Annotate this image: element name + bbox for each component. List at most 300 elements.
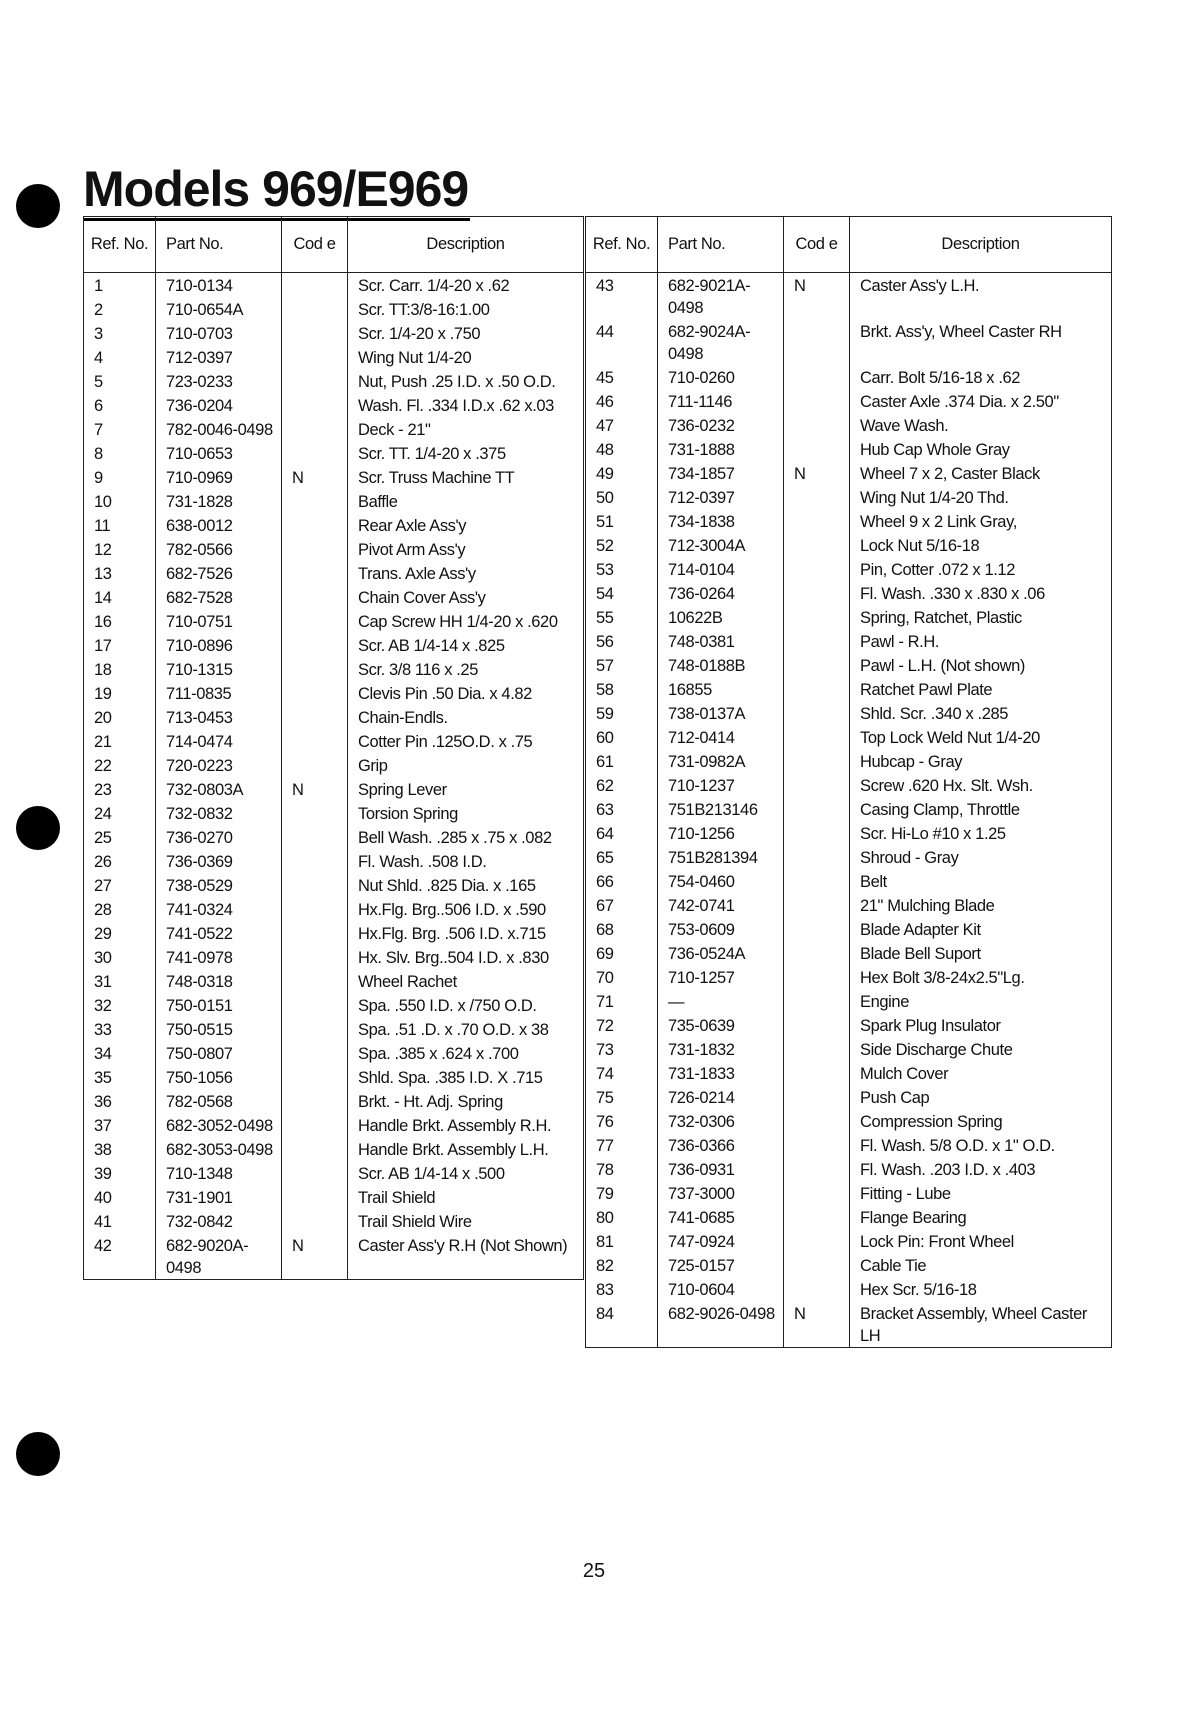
- ref-cell: 74: [586, 1061, 658, 1085]
- part-no-cell: 732-0306: [658, 1109, 784, 1133]
- code-cell: [784, 677, 850, 701]
- ref-cell: 4: [84, 345, 156, 369]
- table-row: [84, 1113, 584, 1137]
- part-no-cell: 713-0453: [156, 705, 282, 729]
- code-cell: [784, 917, 850, 941]
- part-no-cell: 736-0366: [658, 1133, 784, 1157]
- table-row: [84, 945, 584, 969]
- code-cell: [282, 273, 348, 298]
- ref-cell: 38: [84, 1137, 156, 1161]
- description-cell: Cotter Pin .125O.D. x .75: [348, 729, 584, 753]
- part-no-cell: 731-1888: [658, 437, 784, 461]
- ref-cell: 80: [586, 1205, 658, 1229]
- description-cell: Trans. Axle Ass'y: [348, 561, 584, 585]
- part-no-cell: 731-0982A: [658, 749, 784, 773]
- code-cell: [784, 1109, 850, 1133]
- table-row: [586, 917, 1112, 941]
- part-no-cell: 741-0685: [658, 1205, 784, 1229]
- table-row: [586, 485, 1112, 509]
- part-no-cell: 10622B: [658, 605, 784, 629]
- table-row: [586, 1013, 1112, 1037]
- ref-cell: 68: [586, 917, 658, 941]
- table-row: [84, 609, 584, 633]
- part-no-cell: 736-0264: [658, 581, 784, 605]
- code-cell: [784, 653, 850, 677]
- ref-cell: 69: [586, 941, 658, 965]
- table-row: [84, 1065, 584, 1089]
- description-cell: Wheel 7 x 2, Caster Black: [850, 461, 1112, 485]
- table-row: [84, 657, 584, 681]
- table-row: [586, 1277, 1112, 1301]
- table-row: [84, 1185, 584, 1209]
- code-cell: [784, 1157, 850, 1181]
- description-cell: Spring, Ratchet, Plastic: [850, 605, 1112, 629]
- ref-cell: 78: [586, 1157, 658, 1181]
- part-no-cell: 726-0214: [658, 1085, 784, 1109]
- description-cell: Trail Shield Wire: [348, 1209, 584, 1233]
- part-no-cell: 710-0604: [658, 1277, 784, 1301]
- ref-cell: 22: [84, 753, 156, 777]
- table-row: [84, 1161, 584, 1185]
- part-no-cell: 711-0835: [156, 681, 282, 705]
- part-no-cell: 731-1828: [156, 489, 282, 513]
- table-row: [84, 777, 584, 801]
- part-no-cell: 712-0397: [156, 345, 282, 369]
- ref-cell: 3: [84, 321, 156, 345]
- code-cell: [784, 605, 850, 629]
- code-cell: [282, 897, 348, 921]
- table-row: [586, 1085, 1112, 1109]
- table-row: [586, 1253, 1112, 1277]
- ref-cell: 81: [586, 1229, 658, 1253]
- ref-cell: 7: [84, 417, 156, 441]
- header-row: [84, 217, 584, 273]
- ref-cell: 5: [84, 369, 156, 393]
- table-row: [84, 465, 584, 489]
- ref-cell: 24: [84, 801, 156, 825]
- part-no-cell: 710-0969: [156, 465, 282, 489]
- header-ref: Ref. No.: [84, 217, 156, 273]
- code-cell: [282, 801, 348, 825]
- description-cell: Deck - 21": [348, 417, 584, 441]
- code-cell: [784, 1085, 850, 1109]
- description-cell: Hx.Flg. Brg..506 I.D. x .590: [348, 897, 584, 921]
- code-cell: N: [282, 777, 348, 801]
- table-row: [84, 1089, 584, 1113]
- ref-cell: 35: [84, 1065, 156, 1089]
- code-cell: [282, 1185, 348, 1209]
- part-no-cell: 682-9021A-0498: [658, 273, 784, 320]
- code-cell: [282, 753, 348, 777]
- part-no-cell: 710-1257: [658, 965, 784, 989]
- ref-cell: 13: [84, 561, 156, 585]
- code-cell: [282, 393, 348, 417]
- description-cell: Baffle: [348, 489, 584, 513]
- part-no-cell: —: [658, 989, 784, 1013]
- ref-cell: 32: [84, 993, 156, 1017]
- part-no-cell: 731-1833: [658, 1061, 784, 1085]
- table-row: [586, 365, 1112, 389]
- table-row: [586, 1229, 1112, 1253]
- code-cell: [784, 701, 850, 725]
- description-cell: Fitting - Lube: [850, 1181, 1112, 1205]
- description-cell: Fl. Wash. 5/8 O.D. x 1" O.D.: [850, 1133, 1112, 1157]
- code-cell: [784, 1037, 850, 1061]
- table-row: [586, 989, 1112, 1013]
- table-row: [586, 845, 1112, 869]
- table-row: [586, 869, 1112, 893]
- table-row: [84, 441, 584, 465]
- table-row: [586, 701, 1112, 725]
- ref-cell: 12: [84, 537, 156, 561]
- table-row: [586, 725, 1112, 749]
- table-row: [84, 273, 584, 298]
- description-cell: Cap Screw HH 1/4-20 x .620: [348, 609, 584, 633]
- code-cell: [784, 319, 850, 365]
- header-part-no: Part No.: [658, 217, 784, 273]
- ref-cell: 36: [84, 1089, 156, 1113]
- ref-cell: 47: [586, 413, 658, 437]
- page-number: 25: [582, 1560, 606, 1582]
- code-cell: [282, 585, 348, 609]
- code-cell: [784, 725, 850, 749]
- ref-cell: 17: [84, 633, 156, 657]
- code-cell: [282, 993, 348, 1017]
- description-cell: Hex Scr. 5/16-18: [850, 1277, 1112, 1301]
- description-cell: Shld. Spa. .385 I.D. X .715: [348, 1065, 584, 1089]
- part-no-cell: 750-0151: [156, 993, 282, 1017]
- ref-cell: 48: [586, 437, 658, 461]
- part-no-cell: 731-1901: [156, 1185, 282, 1209]
- part-no-cell: 782-0566: [156, 537, 282, 561]
- part-no-cell: 712-0397: [658, 485, 784, 509]
- code-cell: [282, 1041, 348, 1065]
- ref-cell: 71: [586, 989, 658, 1013]
- table-row: [586, 581, 1112, 605]
- code-cell: [282, 369, 348, 393]
- description-cell: Hx. Slv. Brg..504 I.D. x .830: [348, 945, 584, 969]
- table-row: [84, 633, 584, 657]
- ref-cell: 21: [84, 729, 156, 753]
- part-no-cell: 736-0232: [658, 413, 784, 437]
- ref-cell: 34: [84, 1041, 156, 1065]
- code-cell: [784, 821, 850, 845]
- code-cell: [282, 945, 348, 969]
- description-cell: Bell Wash. .285 x .75 x .082: [348, 825, 584, 849]
- code-cell: [282, 657, 348, 681]
- table-row: [586, 821, 1112, 845]
- table-row: [84, 897, 584, 921]
- table-row: [84, 969, 584, 993]
- header-row: [586, 217, 1112, 273]
- ref-cell: 79: [586, 1181, 658, 1205]
- table-row: [84, 369, 584, 393]
- description-cell: Pawl - R.H.: [850, 629, 1112, 653]
- part-no-cell: 714-0474: [156, 729, 282, 753]
- part-no-cell: 750-1056: [156, 1065, 282, 1089]
- description-cell: Nut Shld. .825 Dia. x .165: [348, 873, 584, 897]
- ref-cell: 77: [586, 1133, 658, 1157]
- description-cell: Shroud - Gray: [850, 845, 1112, 869]
- code-cell: [784, 437, 850, 461]
- description-cell: Brkt. - Ht. Adj. Spring: [348, 1089, 584, 1113]
- part-no-cell: 710-1348: [156, 1161, 282, 1185]
- table-row: [586, 461, 1112, 485]
- code-cell: [282, 729, 348, 753]
- ref-cell: 60: [586, 725, 658, 749]
- code-cell: [282, 849, 348, 873]
- description-cell: Scr. AB 1/4-14 x .500: [348, 1161, 584, 1185]
- ref-cell: 50: [586, 485, 658, 509]
- binder-hole-top: [16, 184, 60, 228]
- description-cell: Caster Ass'y R.H (Not Shown): [348, 1233, 584, 1280]
- description-cell: Pin, Cotter .072 x 1.12: [850, 557, 1112, 581]
- description-cell: Nut, Push .25 I.D. x .50 O.D.: [348, 369, 584, 393]
- part-no-cell: 732-0803A: [156, 777, 282, 801]
- table-row: [586, 965, 1112, 989]
- table-row: [586, 437, 1112, 461]
- code-cell: [784, 1133, 850, 1157]
- table-row: [586, 533, 1112, 557]
- description-cell: Hubcap - Gray: [850, 749, 1112, 773]
- code-cell: [282, 1065, 348, 1089]
- ref-cell: 18: [84, 657, 156, 681]
- description-cell: Belt: [850, 869, 1112, 893]
- description-cell: Pawl - L.H. (Not shown): [850, 653, 1112, 677]
- table-row: [84, 537, 584, 561]
- ref-cell: 29: [84, 921, 156, 945]
- part-no-cell: 712-3004A: [658, 533, 784, 557]
- code-cell: [784, 869, 850, 893]
- description-cell: Mulch Cover: [850, 1061, 1112, 1085]
- description-cell: Top Lock Weld Nut 1/4-20: [850, 725, 1112, 749]
- ref-cell: 49: [586, 461, 658, 485]
- part-no-cell: 710-1256: [658, 821, 784, 845]
- table-row: [84, 1041, 584, 1065]
- code-cell: [784, 845, 850, 869]
- ref-cell: 46: [586, 389, 658, 413]
- description-cell: Spark Plug Insulator: [850, 1013, 1112, 1037]
- table-row: [586, 1157, 1112, 1181]
- table-row: [84, 705, 584, 729]
- code-cell: [784, 557, 850, 581]
- ref-cell: 26: [84, 849, 156, 873]
- description-cell: Spa. .385 x .624 x .700: [348, 1041, 584, 1065]
- table-row: [84, 1017, 584, 1041]
- code-cell: [282, 681, 348, 705]
- code-cell: [282, 633, 348, 657]
- description-cell: Hx.Flg. Brg. .506 I.D. x.715: [348, 921, 584, 945]
- ref-cell: 1: [84, 273, 156, 298]
- code-cell: [282, 873, 348, 897]
- description-cell: Fl. Wash. .508 I.D.: [348, 849, 584, 873]
- ref-cell: 10: [84, 489, 156, 513]
- part-no-cell: 735-0639: [658, 1013, 784, 1037]
- ref-cell: 27: [84, 873, 156, 897]
- description-cell: Spa. .550 I.D. x /750 O.D.: [348, 993, 584, 1017]
- part-no-cell: 736-0931: [658, 1157, 784, 1181]
- part-no-cell: 736-0270: [156, 825, 282, 849]
- description-cell: Side Discharge Chute: [850, 1037, 1112, 1061]
- ref-cell: 73: [586, 1037, 658, 1061]
- ref-cell: 9: [84, 465, 156, 489]
- table-row: [84, 801, 584, 825]
- part-no-cell: 754-0460: [658, 869, 784, 893]
- table-row: [586, 773, 1112, 797]
- description-cell: Handle Brkt. Assembly R.H.: [348, 1113, 584, 1137]
- part-no-cell: 748-0188B: [658, 653, 784, 677]
- ref-cell: 28: [84, 897, 156, 921]
- part-no-cell: 750-0515: [156, 1017, 282, 1041]
- table-row: [84, 417, 584, 441]
- ref-cell: 83: [586, 1277, 658, 1301]
- ref-cell: 59: [586, 701, 658, 725]
- description-cell: Torsion Spring: [348, 801, 584, 825]
- description-cell: 21" Mulching Blade: [850, 893, 1112, 917]
- description-cell: Fl. Wash. .203 I.D. x .403: [850, 1157, 1112, 1181]
- part-no-cell: 723-0233: [156, 369, 282, 393]
- part-no-cell: 638-0012: [156, 513, 282, 537]
- code-cell: [784, 629, 850, 653]
- description-cell: Caster Axle .374 Dia. x 2.50": [850, 389, 1112, 413]
- table-row: [586, 273, 1112, 320]
- part-no-cell: 741-0522: [156, 921, 282, 945]
- description-cell: Casing Clamp, Throttle: [850, 797, 1112, 821]
- part-no-cell: 782-0046-0498: [156, 417, 282, 441]
- ref-cell: 56: [586, 629, 658, 653]
- code-cell: [282, 417, 348, 441]
- code-cell: N: [784, 273, 850, 320]
- code-cell: [282, 321, 348, 345]
- table-row: [84, 825, 584, 849]
- description-cell: Spa. .51 .D. x .70 O.D. x 38: [348, 1017, 584, 1041]
- description-cell: Pivot Arm Ass'y: [348, 537, 584, 561]
- table-row: [84, 1137, 584, 1161]
- table-row: [84, 513, 584, 537]
- part-no-cell: 747-0924: [658, 1229, 784, 1253]
- part-no-cell: 712-0414: [658, 725, 784, 749]
- description-cell: Blade Bell Suport: [850, 941, 1112, 965]
- ref-cell: 70: [586, 965, 658, 989]
- description-cell: Engine: [850, 989, 1112, 1013]
- ref-cell: 66: [586, 869, 658, 893]
- binder-hole-bottom: [16, 1432, 60, 1476]
- part-no-cell: 710-0653: [156, 441, 282, 465]
- table-row: [586, 509, 1112, 533]
- code-cell: N: [784, 461, 850, 485]
- code-cell: [784, 1013, 850, 1037]
- table-row: [586, 1133, 1112, 1157]
- description-cell: Screw .620 Hx. Slt. Wsh.: [850, 773, 1112, 797]
- description-cell: Rear Axle Ass'y: [348, 513, 584, 537]
- table-row: [586, 893, 1112, 917]
- code-cell: [784, 413, 850, 437]
- table-row: [84, 993, 584, 1017]
- table-row: [84, 849, 584, 873]
- description-cell: Brkt. Ass'y, Wheel Caster RH: [850, 319, 1112, 365]
- table-row: [84, 873, 584, 897]
- table-row: [586, 749, 1112, 773]
- code-cell: [784, 1253, 850, 1277]
- description-cell: Wave Wash.: [850, 413, 1112, 437]
- part-no-cell: 782-0568: [156, 1089, 282, 1113]
- ref-cell: 25: [84, 825, 156, 849]
- ref-cell: 55: [586, 605, 658, 629]
- header-description: Description: [348, 217, 584, 273]
- description-cell: Scr. Hi-Lo #10 x 1.25: [850, 821, 1112, 845]
- description-cell: Wheel 9 x 2 Link Gray,: [850, 509, 1112, 533]
- description-cell: Trail Shield: [348, 1185, 584, 1209]
- table-row: [586, 1037, 1112, 1061]
- code-cell: [282, 1113, 348, 1137]
- ref-cell: 64: [586, 821, 658, 845]
- code-cell: [282, 537, 348, 561]
- ref-cell: 8: [84, 441, 156, 465]
- table-row: [586, 319, 1112, 365]
- code-cell: [784, 389, 850, 413]
- code-cell: [784, 533, 850, 557]
- description-cell: Chain Cover Ass'y: [348, 585, 584, 609]
- code-cell: [282, 609, 348, 633]
- ref-cell: 58: [586, 677, 658, 701]
- code-cell: [282, 1209, 348, 1233]
- description-cell: Flange Bearing: [850, 1205, 1112, 1229]
- code-cell: [282, 513, 348, 537]
- table-row: [84, 489, 584, 513]
- description-cell: Cable Tie: [850, 1253, 1112, 1277]
- part-no-cell: 732-0842: [156, 1209, 282, 1233]
- description-cell: Caster Ass'y L.H.: [850, 273, 1112, 320]
- code-cell: [784, 509, 850, 533]
- ref-cell: 37: [84, 1113, 156, 1137]
- table-row: [586, 1109, 1112, 1133]
- table-row: [84, 393, 584, 417]
- part-no-cell: 748-0381: [658, 629, 784, 653]
- table-row: [586, 413, 1112, 437]
- part-no-cell: 711-1146: [658, 389, 784, 413]
- table-row: [586, 1061, 1112, 1085]
- part-no-cell: 736-0524A: [658, 941, 784, 965]
- code-cell: [282, 969, 348, 993]
- table-row: [84, 729, 584, 753]
- table-row: [84, 1233, 584, 1280]
- description-cell: Bracket Assembly, Wheel Caster LH: [850, 1301, 1112, 1348]
- code-cell: [282, 1161, 348, 1185]
- description-cell: Scr. TT:3/8-16:1.00: [348, 297, 584, 321]
- part-no-cell: 751B281394: [658, 845, 784, 869]
- table-row: [586, 629, 1112, 653]
- ref-cell: 51: [586, 509, 658, 533]
- part-no-cell: 738-0137A: [658, 701, 784, 725]
- table-row: [586, 605, 1112, 629]
- part-no-cell: 710-1237: [658, 773, 784, 797]
- ref-cell: 72: [586, 1013, 658, 1037]
- description-cell: Scr. 1/4-20 x .750: [348, 321, 584, 345]
- table-row: [84, 753, 584, 777]
- code-cell: [282, 441, 348, 465]
- table-row: [586, 797, 1112, 821]
- ref-cell: 53: [586, 557, 658, 581]
- part-no-cell: 682-9020A-0498: [156, 1233, 282, 1280]
- parts-table-left: [83, 216, 584, 1280]
- part-no-cell: 710-0751: [156, 609, 282, 633]
- table-row: [586, 557, 1112, 581]
- description-cell: Scr. Carr. 1/4-20 x .62: [348, 273, 584, 298]
- part-no-cell: 682-7528: [156, 585, 282, 609]
- table-row: [586, 653, 1112, 677]
- ref-cell: 54: [586, 581, 658, 605]
- ref-cell: 23: [84, 777, 156, 801]
